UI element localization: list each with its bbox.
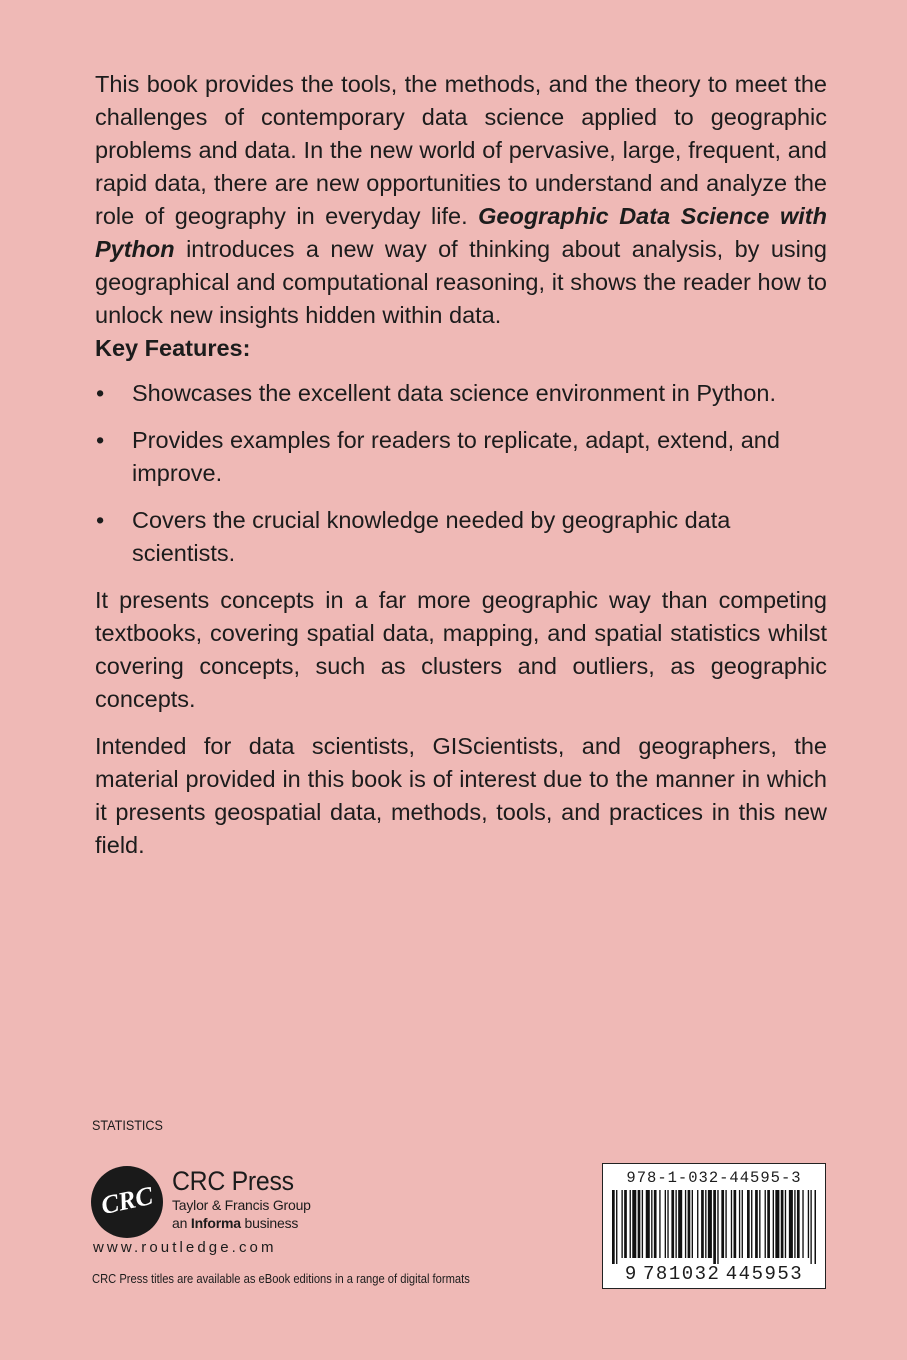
intro-text: This book provides the tools, the methods, and the theory to meet the challenges of contemporary data science applied to geographic problems and data. In the new world of pervasive, large, frequent, and rapid data, there are new opportunities to understand and analyze the role of geography in everyday life. [95,71,827,229]
informa-line: an Informa business [172,1215,299,1231]
bullet-icon: • [96,427,105,453]
key-features-list [95,377,827,570]
barcode-digits: 9 781032 445953 [624,1263,804,1285]
isbn-number: 978-1-032-44595-3 [626,1169,802,1187]
publisher-website: www.routledge.com [93,1239,277,1256]
concepts-paragraph: It presents concepts in a far more geographic way than competing textbooks, covering spatial data, mapping, and spatial statistics whilst covering concepts, such as clusters and outliers, as geographic concepts. [95,587,827,712]
publisher-name: CRC Press [172,1166,294,1196]
barcode-bars-icon [612,1190,816,1264]
publisher-group: Taylor & Francis Group [172,1197,311,1213]
audience-paragraph: Intended for data scientists, GIScientists, and geographers, the material provided in this book is of interest due to the manner in which it presents geospatial data, methods, tools, and practices in this new field. [95,733,827,858]
bullet-icon: • [96,507,105,533]
intro-tail: introduces a new way of thinking about analysis, by using geographical and computational reasoning, it shows the reader how to unlock new insights hidden within data. [95,236,827,328]
feature-item: • Showcases the excellent data science environment in Python. [95,377,827,410]
isbn-barcode [602,1163,826,1289]
publisher-block [172,1166,311,1232]
crc-logo-icon [91,1166,163,1238]
intro-paragraph [95,68,827,332]
feature-item: • Provides examples for readers to replicate, adapt, extend, and improve. [95,424,827,490]
ebook-note: CRC Press titles are available as eBook editions in a range of digital formats [92,1271,470,1286]
feature-item: • Covers the crucial knowledge needed by geographic data scientists. [95,504,827,570]
crc-logo-text: CRC [98,1180,156,1221]
back-cover-description [95,68,827,862]
key-features-heading: Key Features: [95,335,251,361]
bullet-icon: • [96,380,105,406]
book-title: Geographic Data Science with Python [95,203,827,262]
subject-category: STATISTICS [92,1117,163,1133]
